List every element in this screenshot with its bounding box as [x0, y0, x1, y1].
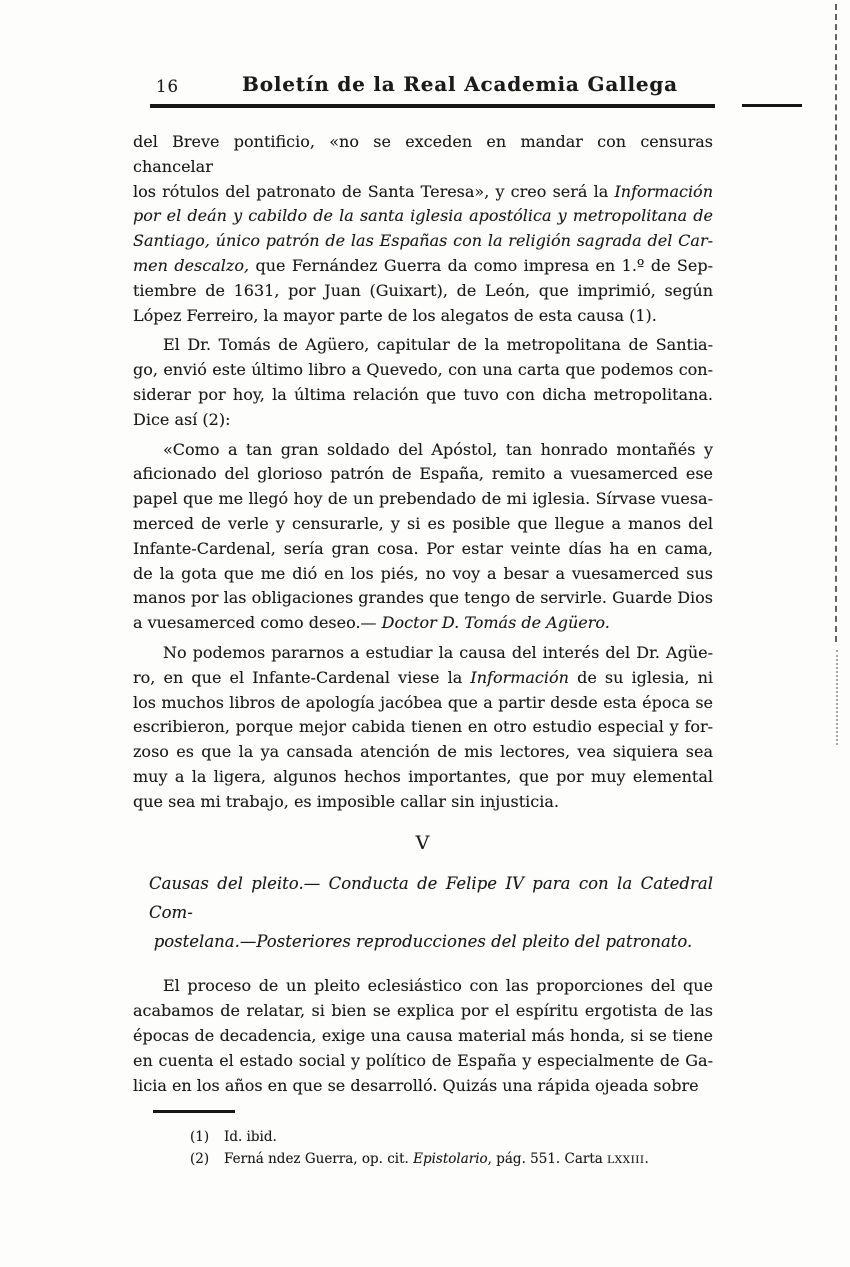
- footnote-2-marker: (2): [190, 1151, 210, 1168]
- paragraph-no-podemos: No podemos pararnos a estudiar la causa del interés del Dr. Agüe- ro, en que el Infante-Cardenal viese la Información de su iglesia, ni los muchos libros de apología jacóbea que a partir desde esta época se escribieron, porque mejor cabida tienen en otro estudio especial y for- zoso es que la ya cansada atención de mis lectores, vea siquiera sea muy a la ligera, algunos hechos importantes, que por muy elemental que sea mi trabajo, es imposible callar sin injusticia.: [133, 642, 714, 811]
- footnote-2: [133, 1148, 713, 1171]
- footnotes: [133, 1126, 713, 1171]
- footnote-1-marker: (1): [190, 1129, 210, 1146]
- paragraph-breve-pontificio: del Breve pontificio, «no se exceden en mandar con censuras chancelar los rótulos del patronato de Santa Teresa», y creo será la Información por el deán y cabildo de la santa iglesia apostólica y metropolitana de Santiago, único patrón de las Españas con la religión sagrada del Car- men descalzo, que Fernández Guerra da como impresa en 1.º de Sep- tiembre de 1631, por Juan (Guixart), de León, que imprimió, según López Ferreiro, la mayor parte de los alegatos de esta causa (1).: [133, 132, 714, 325]
- paragraph-carta-quote: «Como a tan gran soldado del Apóstol, tan honrado montañés y aficionado del glorioso patrón de España, remito a vuesamerced ese papel que me llegó hoy de un prebendado de mi iglesia. Sírvase vuesa- merced de verle y censurarle, y si es posible que llegue a manos del Infante-Cardenal, sería gran cosa. Por estar veinte días ha en cama, de la gota que me dió en los piés, no voy a besar a vuesamerced sus manos por las obligaciones grandes que tengo de servirle. Guarde Dios a vuesamerced como deseo.— Doctor D. Tomás de Agüero.: [133, 439, 713, 633]
- section-heading: Causas del pleito.— Conducta de Felipe IV para con la Catedral Com- postelana.—Posteriores reproducciones del pleito del patronato.: [149, 874, 713, 952]
- paragraph-el-proceso: El proceso de un pleito eclesiástico con las proporciones del que acabamos de relatar, si bien se explica por el espíritu ergotista de las épocas de decadencia, exige una causa material más honda, si se tiene en cuenta el estado social y político de España y especialmente de Ga- licia en los años en que se desarrolló. Quizás una rápida ojeada sobre: [133, 976, 713, 1095]
- page-number: 16: [156, 77, 179, 96]
- footnote-2-text: Ferná ndez Guerra, op. cit. Epistolario, pág. 551. Carta LXXIII.: [224, 1151, 649, 1168]
- page-body: [133, 130, 713, 1171]
- scan-edge-artifact-top: [835, 4, 837, 642]
- section-number: V: [415, 831, 431, 854]
- footnote-rule: [153, 1110, 235, 1113]
- scan-edge-artifact-bottom: [836, 650, 838, 745]
- journal-title: Boletín de la Real Academia Gallega: [242, 72, 678, 96]
- footnote-1: [133, 1126, 713, 1148]
- footnote-1-text: Id. ibid.: [224, 1129, 277, 1146]
- header-rule-short: [742, 104, 802, 107]
- paragraph-tomas-de-aguero: El Dr. Tomás de Agüero, capitular de la metropolitana de Santia- go, envió este último libro a Quevedo, con una carta que podemos con- siderar por hoy, la última relación que tuvo con dicha metropolitana. Dice así (2):: [133, 335, 713, 429]
- header-rule-long: [150, 104, 715, 108]
